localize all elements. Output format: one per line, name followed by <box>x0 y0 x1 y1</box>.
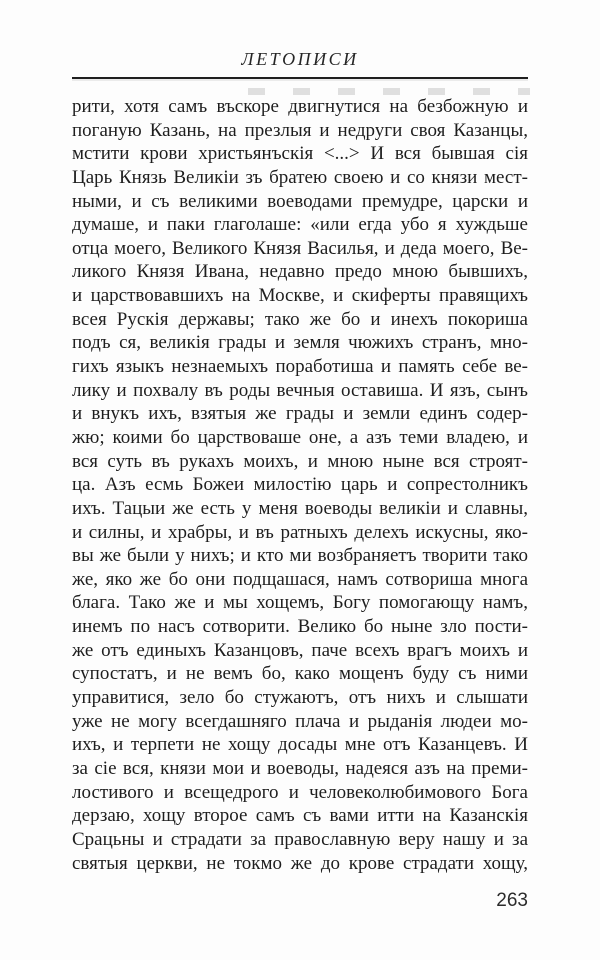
text-line: рити, хотя самъ въскоре двигнутися на безбожную и <box>72 96 528 117</box>
text-line: дерзаю, хощу второе самъ съ вами итти на Казанскія <box>72 805 528 827</box>
text-line: лику и похвалу въ роды вечныя оставиша. И язъ, сынъ <box>72 379 528 401</box>
text-line: блага. Тако же и мы хощемъ, Богу помогающу намъ, <box>72 592 528 614</box>
text-line: ца. Азъ есмь Божеи милостію царь и сопрестолникъ <box>72 474 528 496</box>
text-line: ихъ, и терпети не хощу досады мне отъ Казанцевъ. И <box>72 734 528 756</box>
text-line: ликого Князя Ивана, недавно предо мною бывшихъ, <box>72 261 528 283</box>
text-line: уже не могу всегдашняго плача и рыданія людеи мо- <box>72 710 528 732</box>
text-line: жю; коими бо царствоваше оне, а азъ теми владею, и <box>72 426 528 448</box>
text-line: и силны, и храбры, и въ ратныхъ делехъ искусны, яко- <box>72 521 528 543</box>
text-line: ными, и съ великими воеводами премудре, царски и <box>72 190 528 212</box>
text-line: Царь Князь Великіи зъ братею своею и со князи мест- <box>72 166 528 188</box>
text-line: за сіе вся, князи мои и воеводы, надеяся азъ на преми- <box>72 757 528 779</box>
text-line: и царствовавшихъ на Москве, и скиферты правящихъ <box>72 285 528 307</box>
text-line: святыя церкви, не токмо же до крове страдати хощу, <box>72 852 528 874</box>
text-line: супостатъ, и не вемъ бо, како мощенъ буду съ ними <box>72 663 528 685</box>
text-line: инемъ по насъ сотворити. Велико бо ныне зло пости- <box>72 616 528 638</box>
text-line: всея Рускія державы; тако же бо и инехъ покориша <box>72 308 528 330</box>
text-line: думаше, и паки глаголаше: «или егда убо я хуждьше <box>72 214 528 236</box>
text-line: Срацьны и страдати за православную веру нашу и за <box>72 828 528 850</box>
text-line: отца моего, Великого Князя Василья, и деда моего, Ве- <box>72 237 528 259</box>
text-line: ихъ. Тацыи же есть у меня воеводы великіи и славны, <box>72 497 528 519</box>
text-line: гихъ языкъ незнаемыхъ поработиша и память себе ве- <box>72 356 528 378</box>
text-line: же отъ единыхъ Казанцовъ, паче всехъ врагъ моихъ и <box>72 639 528 661</box>
text-line: вся суть въ рукахъ моихъ, и мною ныне вся строят- <box>72 450 528 472</box>
text-line: и внукъ ихъ, взятыя же грады и земли единъ содер- <box>72 403 528 425</box>
header-rule <box>72 77 528 79</box>
page-number: 263 <box>496 890 528 911</box>
text-line: поганую Казань, на презлыя и недруги своя Казанцы, <box>72 119 528 141</box>
text-line: лостивого и всещедрого и человеколюбимового Бога <box>72 781 528 803</box>
text-line: вы же были у нихъ; и кто ми возбраняетъ творити тако <box>72 545 528 567</box>
scan-ghost-artifact <box>248 88 530 95</box>
text-line: управитися, зело бо стужаютъ, отъ нихъ и слышати <box>72 687 528 709</box>
text-line: же, яко же бо они подщашася, намъ сотвориша многа <box>72 568 528 590</box>
running-header: ЛЕТОПИСИ <box>241 49 359 69</box>
text-line: подъ ся, великія грады и земля чюжихъ странъ, мно- <box>72 332 528 354</box>
text-line: мстити крови христьянъскія <...> И вся бывшая сія <box>72 143 528 165</box>
body-text <box>72 95 528 875</box>
